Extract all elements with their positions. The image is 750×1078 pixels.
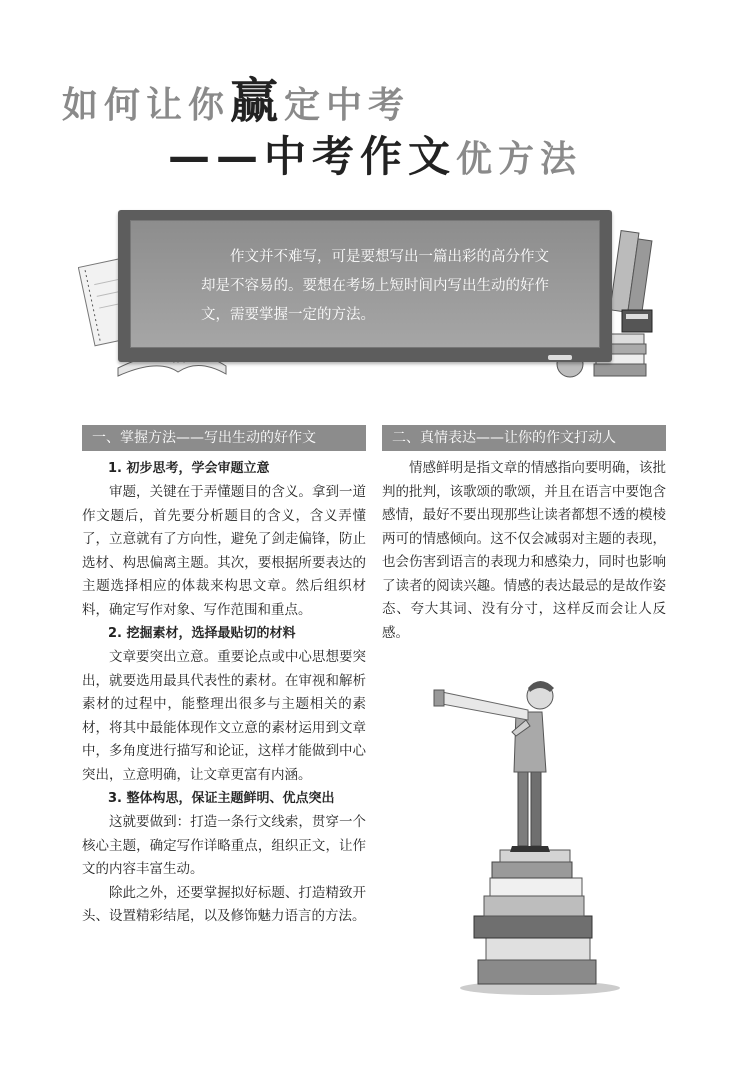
title-text-b: 定中考	[284, 85, 411, 126]
subsection-title-1: 1. 初步思考，学会审题立意	[108, 461, 270, 476]
title-line-1	[62, 62, 410, 131]
section-body-2	[382, 451, 666, 645]
chalkboard	[118, 210, 612, 362]
paragraph: 文章要突出立意。重要论点或中心思想要突出，就要选用最具代表性的素材。在审视和解析素材的过程中，能整理出很多与主题相关的素材，将其中最能体现作文立意的素材运用到文章中，多角度进行描写和论证，这样才能做到中心突出，立意明确，让文章更富有内涵。	[82, 649, 366, 783]
title-line-2	[168, 124, 582, 184]
subsection-title-3: 3. 整体构思，保证主题鲜明、优点突出	[108, 791, 335, 806]
section-body-1	[82, 451, 366, 929]
section-heading-2: 二、真情表达——让你的作文打动人	[382, 425, 666, 451]
subsection-title-2: 2. 挖掘素材，选择最贴切的材料	[108, 626, 296, 641]
intro-text: 作文并不难写，可是要想写出一篇出彩的高分作文却是不容易的。要想在考场上短时间内写出生动的好作文，需要掌握一定的方法。	[201, 249, 549, 323]
paragraph: 审题，关键在于弄懂题目的含义。拿到一道作文题后，首先要分析题目的含义，含义弄懂了，立意就有了方向性，避免了剑走偏锋，防止选材、构思偏离主题。其次，要根据所要表达的主题选择相应的体裁来构思文章。然后组织材料，确定写作对象、写作范围和重点。	[82, 484, 366, 618]
paragraph: 除此之外，还要掌握拟好标题、打造精致开头、设置精彩结尾，以及修饰魅力语言的方法。	[82, 884, 366, 924]
section-heading-1: 一、掌握方法——写出生动的好作文	[82, 425, 366, 451]
paragraph: 这就要做到：打造一条行文线索，贯穿一个核心主题，确定写作详略重点，组织正文，让作文的内容丰富生动。	[82, 814, 366, 877]
paragraph: 情感鲜明是指文章的情感指向要明确，该批判的批判，该歌颂的歌颂，并且在语言中要饱含感情，最好不要出现那些让读者都想不透的模棱两可的情感倾向。这不仅会减弱对主题的表现，也会伤害到语言的表现力和感染力，同时也影响了读者的阅读兴趣。情感的表达最忌的是故作姿态、夸大其词、没有分寸，这样反而会让人反感。	[382, 460, 666, 641]
title-text-big: 赢	[230, 73, 285, 129]
chalkboard-surface	[130, 220, 600, 348]
boy-telescope-illustration	[430, 670, 630, 1000]
title-text-a: 如何让你	[62, 85, 231, 126]
left-column	[82, 425, 366, 929]
title-dash: ——	[168, 132, 264, 181]
title2-text-b: 优方法	[456, 139, 583, 180]
right-column	[382, 425, 666, 645]
title2-text-a: 中考作文	[264, 132, 457, 181]
chalk-piece	[548, 355, 572, 360]
